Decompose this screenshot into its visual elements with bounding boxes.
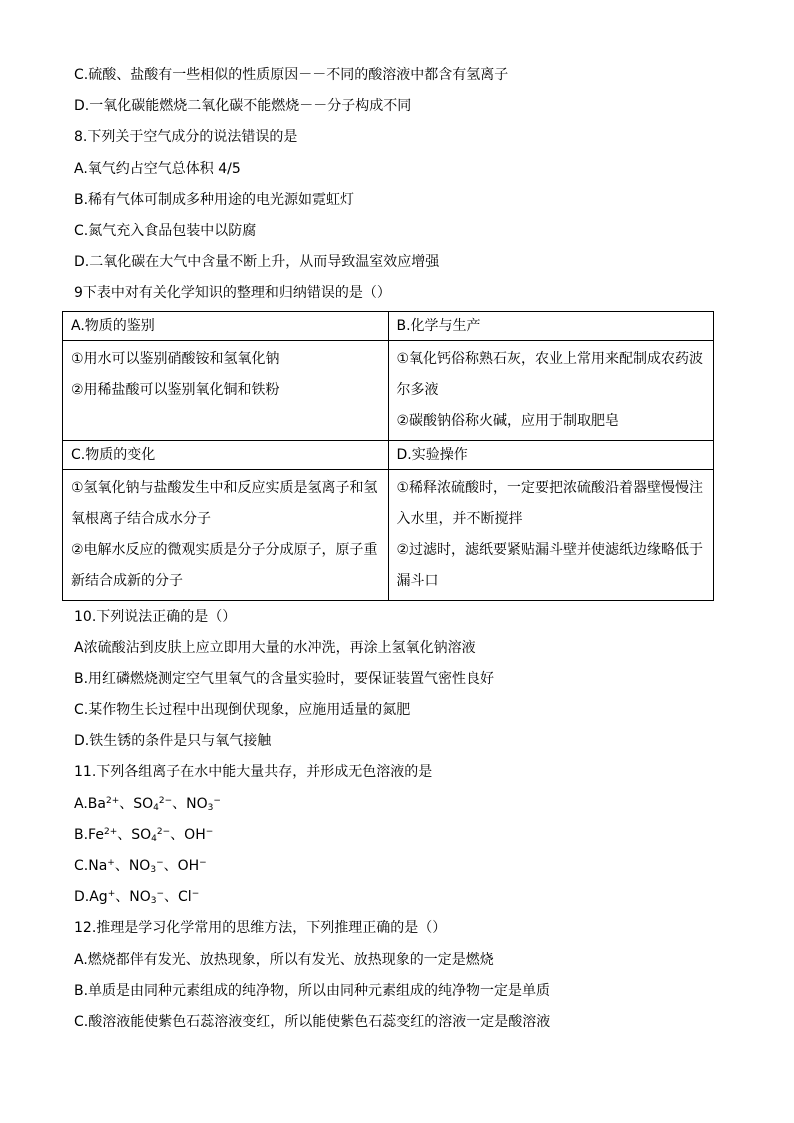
q11-option-d [74, 882, 722, 913]
q9-a-line: ②用稀盐酸可以鉴别氧化铜和铁粉 [71, 381, 280, 398]
q9-c-line: 新结合成新的分子 [71, 572, 183, 589]
q9-stem: 9下表中对有关化学知识的整理和归纳错误的是（） [74, 285, 391, 302]
ion-charge: − [199, 858, 207, 868]
ion-text: 、SO [119, 795, 154, 812]
ion-charge: − [191, 889, 200, 900]
q12-option-b: B.单质是由同种元素组成的纯净物，所以由同种元素组成的纯净物一定是单质 [74, 982, 551, 999]
ion-charge: + [107, 889, 116, 900]
q9-d-line: ②过滤时，滤纸要紧贴漏斗壁并使滤纸边缘略低于 [396, 541, 704, 558]
ion-charge: 2− [158, 795, 173, 806]
ion-text: 、OH [163, 858, 200, 874]
q9-d-line: 漏斗口 [396, 572, 439, 589]
q9-c-line: ②电解水反应的微观实质是分子分成原子，原子重 [71, 541, 378, 558]
ion-subscript: 3 [150, 896, 157, 907]
ion-text: B.Fe [74, 826, 104, 843]
q9-c-line: 氧根离子结合成水分子 [71, 510, 211, 527]
q9-cell-b-body [388, 340, 714, 440]
ion-text: 、Cl [164, 889, 192, 906]
q10-stem: 10.下列说法正确的是（） [74, 608, 237, 625]
q9-table [62, 311, 714, 601]
ion-text: 、NO [172, 795, 208, 812]
ion-subscript: 4 [153, 802, 159, 813]
ion-subscript: 3 [150, 865, 157, 875]
ion-charge: − [156, 889, 165, 900]
q9-cell-c-head: C.物质的变化 [63, 440, 389, 469]
ion-charge: 2+ [103, 826, 118, 837]
q11-option-b [74, 820, 722, 851]
ion-text: 、OH [170, 826, 206, 843]
q9-a-line: ①用水可以鉴别硝酸铵和氢氧化钠 [71, 350, 280, 367]
ion-charge: − [213, 795, 221, 806]
q8-option-b: B.稀有气体可制成多种用途的电光源如霓虹灯 [74, 191, 355, 208]
q9-cell-d-body [388, 469, 714, 600]
q8-stem: 8.下列关于空气成分的说法错误的是 [74, 129, 298, 146]
document-page [71, 60, 722, 1038]
ion-text: 、SO [117, 826, 152, 843]
ion-subscript: 3 [207, 802, 214, 813]
q9-d-line: ①稀释浓硫酸时，一定要把浓硫酸沿着器壁慢慢注 [396, 479, 704, 496]
ion-charge: 2+ [105, 795, 120, 806]
q9-cell-a-body [63, 340, 389, 440]
q7-option-d: D.一氧化碳能燃烧二氧化碳不能燃烧－－分子构成不同 [74, 98, 412, 115]
q12-stem: 12.推理是学习化学常用的思维方法，下列推理正确的是（） [74, 920, 447, 937]
q10-option-b: B.用红磷燃烧测定空气里氧气的含量实验时，要保证装置气密性良好 [74, 670, 495, 687]
q11-stem: 11.下列各组离子在水中能大量共存，并形成无色溶液的是 [74, 764, 433, 781]
ion-subscript: 4 [151, 833, 157, 844]
q9-cell-d-head: D.实验操作 [388, 440, 714, 469]
ion-text: D.Ag [74, 889, 108, 906]
q9-b-line: ②碳酸钠俗称火碱，应用于制取肥皂 [396, 412, 620, 429]
q9-b-line: 尔多液 [396, 381, 439, 398]
ion-charge: − [156, 858, 164, 868]
q8-option-c: C.氮气充入食品包装中以防腐 [74, 222, 257, 239]
q9-cell-c-body [63, 469, 389, 600]
q10-option-d: D.铁生锈的条件是只与氧气接触 [74, 733, 272, 750]
q11-option-a [74, 789, 722, 820]
ion-text: A.Ba [74, 795, 106, 812]
ion-charge: 2− [156, 826, 171, 837]
q9-cell-a-head: A.物质的鉴别 [63, 311, 389, 340]
q9-cell-b-head: B.化学与生产 [388, 311, 714, 340]
q7-option-c: C.硫酸、盐酸有一些相似的性质原因－－不同的酸溶液中都含有氢离子 [74, 67, 509, 83]
q10-option-a: A浓硫酸沾到皮肤上应立即用大量的水冲洗，再涂上氢氧化钠溶液 [74, 639, 476, 656]
q10-option-c: C.某作物生长过程中出现倒伏现象，应施用适量的氮肥 [74, 702, 411, 719]
q9-d-line: 入水里，并不断搅拌 [396, 510, 523, 527]
ion-charge: + [107, 858, 115, 868]
q12-option-a: A.燃烧都伴有发光、放热现象，所以有发光、放热现象的一定是燃烧 [74, 951, 494, 968]
ion-charge: − [205, 826, 214, 837]
q12-option-c: C.酸溶液能使紫色石蕊溶液变红，所以能使紫色石蕊变红的溶液一定是酸溶液 [74, 1013, 551, 1030]
q8-option-d: D.二氧化碳在大气中含量不断上升，从而导致温室效应增强 [74, 254, 440, 271]
ion-text: 、NO [115, 889, 151, 906]
q9-b-line: ①氧化钙俗称熟石灰，农业上常用来配制成农药波 [396, 350, 704, 367]
q11-option-c [74, 851, 722, 882]
ion-text: C.Na [74, 858, 108, 874]
q9-c-line: ①氢氧化钠与盐酸发生中和反应实质是氢离子和氢 [71, 479, 378, 496]
q8-option-a: A.氧气约占空气总体积 4/5 [74, 160, 241, 177]
ion-text: 、NO [114, 858, 151, 874]
